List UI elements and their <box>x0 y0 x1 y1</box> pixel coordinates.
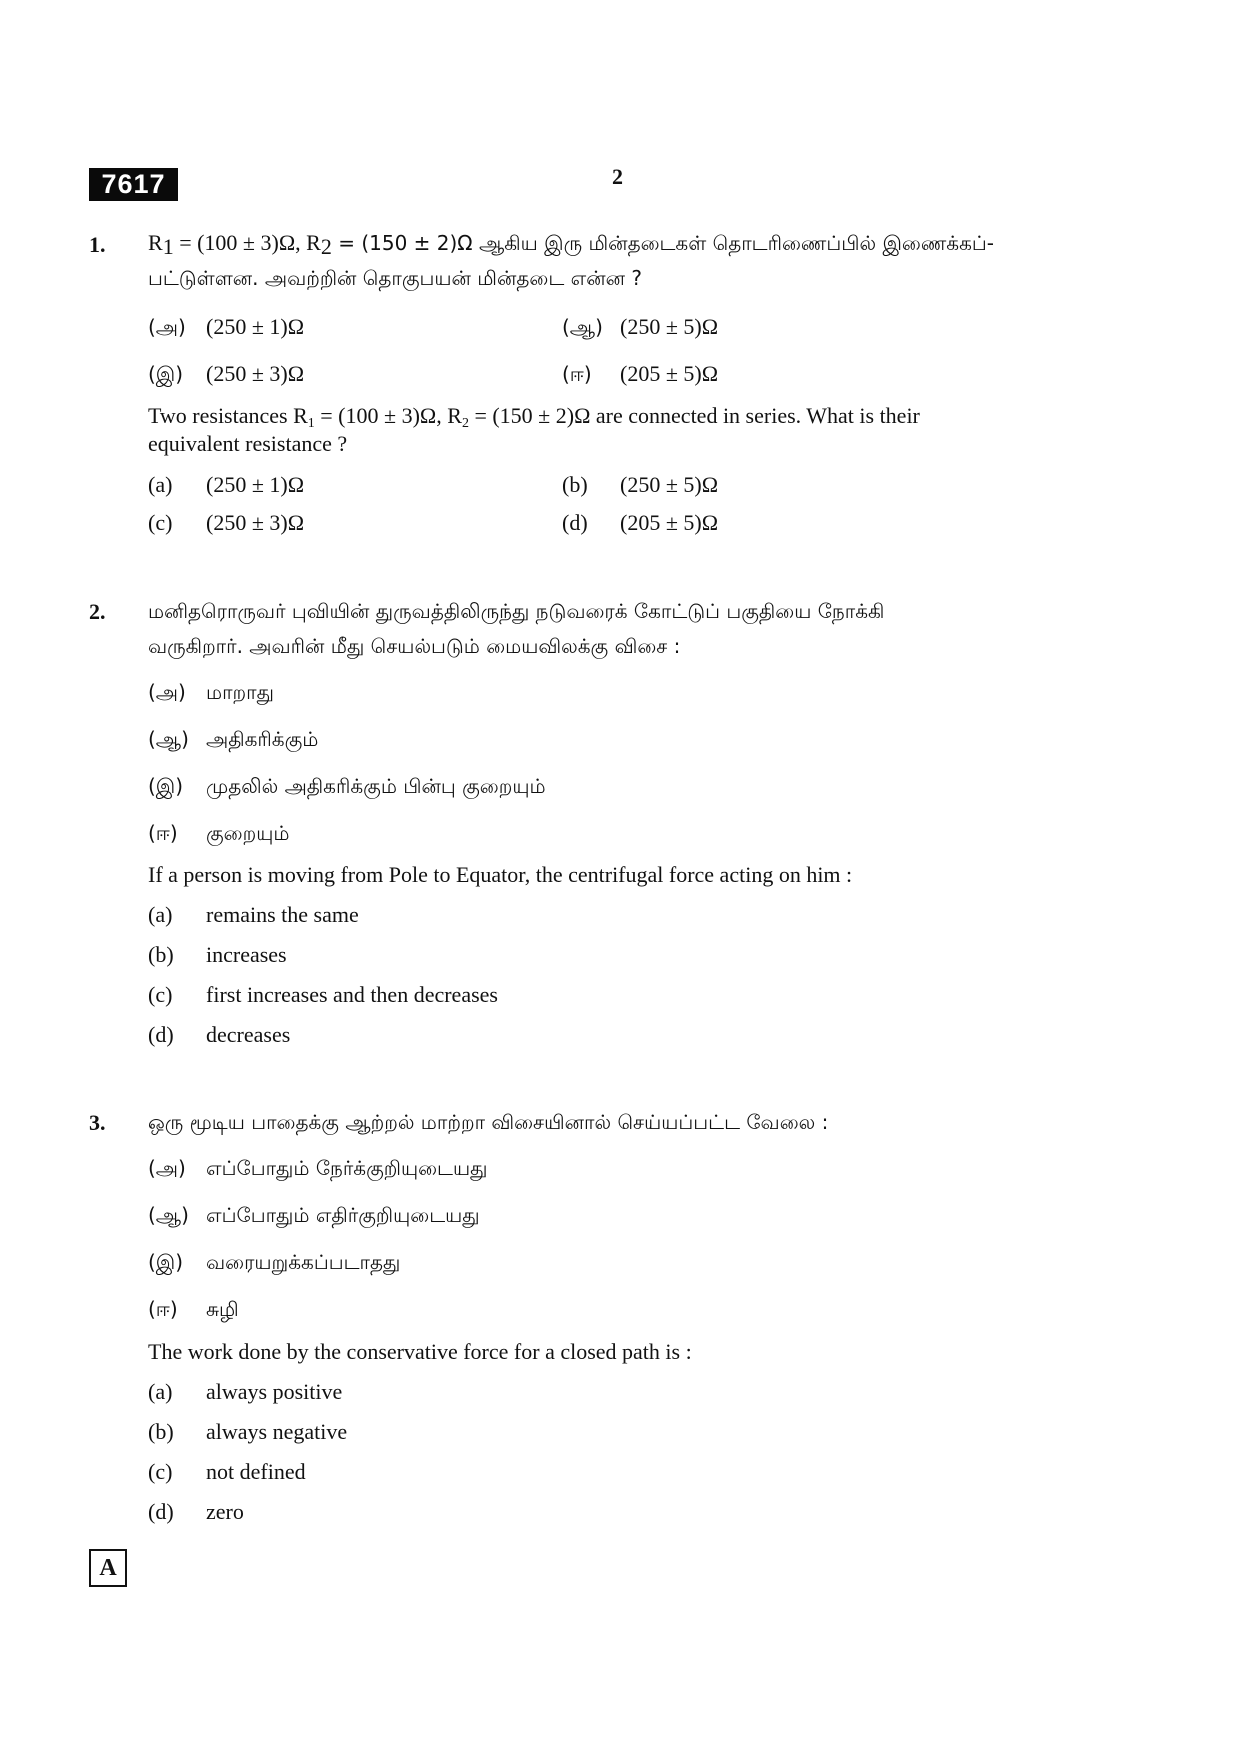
option-text: அதிகரிக்கும் <box>206 727 319 751</box>
question-1-number: 1. <box>89 232 106 257</box>
question-3-tamil-stem: ஒரு மூடிய பாதைக்கு ஆற்றல் மாற்றா விசையினால் செய்யப்பட்ட வேலை : <box>148 1110 829 1134</box>
option-label: (c) <box>148 1459 173 1484</box>
question-1-tamil-stem-line-2: பட்டுள்ளன. அவற்றின் தொகுபயன் மின்தடை என்ன ? <box>148 266 642 290</box>
option-label: (c) <box>148 982 173 1007</box>
option-label: (a) <box>148 1379 173 1404</box>
option-text: increases <box>206 942 287 967</box>
question-1-tamil-stem-line-1: $R_1 = (100 \pm 3)\Omega$, $R_2 = (150 \pm 2)\Omega$ ஆகிய இரு மின்தடைகள் தொடரிணைப்பில் இணைக்கப்- <box>148 230 994 259</box>
option-label: (ஆ) <box>148 1203 189 1227</box>
option-label: (b) <box>148 1419 174 1444</box>
option-text: (205 ± 5)Ω <box>620 361 719 386</box>
option-text: எப்போதும் எதிர்குறியுடையது <box>206 1203 480 1227</box>
option-text: decreases <box>206 1022 291 1047</box>
option-label: (அ) <box>148 1156 186 1180</box>
option-text: வரையறுக்கப்படாதது <box>206 1250 401 1274</box>
option-label: (இ) <box>148 774 184 798</box>
question-2-tamil-stem-line-1: மனிதரொருவர் புவியின் துருவத்திலிருந்து நடுவரைக் கோட்டுப் பகுதியை நோக்கி <box>148 599 885 623</box>
option-text: first increases and then decreases <box>206 982 498 1007</box>
option-text: (205 ± 5)Ω <box>620 510 719 535</box>
option-label: (d) <box>148 1499 174 1524</box>
question-3-english-stem: The work done by the conservative force for a closed path is : <box>148 1339 692 1364</box>
option-label: (ஆ) <box>562 315 603 339</box>
option-text: எப்போதும் நேர்க்குறியுடையது <box>206 1156 488 1180</box>
option-label: (ஈ) <box>562 362 592 386</box>
option-text: குறையும் <box>206 821 290 845</box>
question-1-english-stem-line-2: equivalent resistance ? <box>148 431 348 456</box>
option-label: (இ) <box>148 1250 184 1274</box>
option-label: (ஈ) <box>148 821 178 845</box>
option-label: (ஆ) <box>148 727 189 751</box>
page-number: 2 <box>612 164 623 189</box>
question-1-english-stem-line-1: Two resistances $R_1 = (100 \pm 3)\Omega$, $R_2 = (150 \pm 2)\Omega$ are connected in series. What is their <box>148 403 920 431</box>
option-text: remains the same <box>206 902 359 927</box>
question-paper-code: 7617 <box>89 168 178 201</box>
option-text: (250 ± 3)Ω <box>206 510 305 535</box>
option-label: (a) <box>148 902 173 927</box>
option-label: (b) <box>562 472 588 497</box>
option-text: (250 ± 3)Ω <box>206 361 305 386</box>
option-label: (இ) <box>148 362 184 386</box>
option-label: (c) <box>148 510 173 535</box>
option-text: zero <box>206 1499 244 1524</box>
option-text: always positive <box>206 1379 343 1404</box>
option-label: (அ) <box>148 315 186 339</box>
option-text: முதலில் அதிகரிக்கும் பின்பு குறையும் <box>206 774 546 798</box>
option-text: (250 ± 5)Ω <box>620 472 719 497</box>
option-text: (250 ± 5)Ω <box>620 314 719 339</box>
option-text: (250 ± 1)Ω <box>206 472 305 497</box>
option-text: not defined <box>206 1459 306 1484</box>
option-text: (250 ± 1)Ω <box>206 314 305 339</box>
question-2-number: 2. <box>89 599 106 624</box>
option-label: (a) <box>148 472 173 497</box>
question-2-english-stem: If a person is moving from Pole to Equator, the centrifugal force acting on him : <box>148 862 853 887</box>
question-3-number: 3. <box>89 1110 106 1135</box>
option-text: சுழி <box>206 1297 239 1321</box>
option-label: (b) <box>148 942 174 967</box>
option-text: always negative <box>206 1419 348 1444</box>
question-2-tamil-stem-line-2: வருகிறார். அவரின் மீது செயல்படும் மையவிலக்கு விசை : <box>148 634 681 658</box>
option-label: (d) <box>562 510 588 535</box>
option-label: (அ) <box>148 680 186 704</box>
option-label: (ஈ) <box>148 1297 178 1321</box>
option-label: (d) <box>148 1022 174 1047</box>
series-marker-box: A <box>89 1549 127 1587</box>
option-text: மாறாது <box>206 680 274 704</box>
